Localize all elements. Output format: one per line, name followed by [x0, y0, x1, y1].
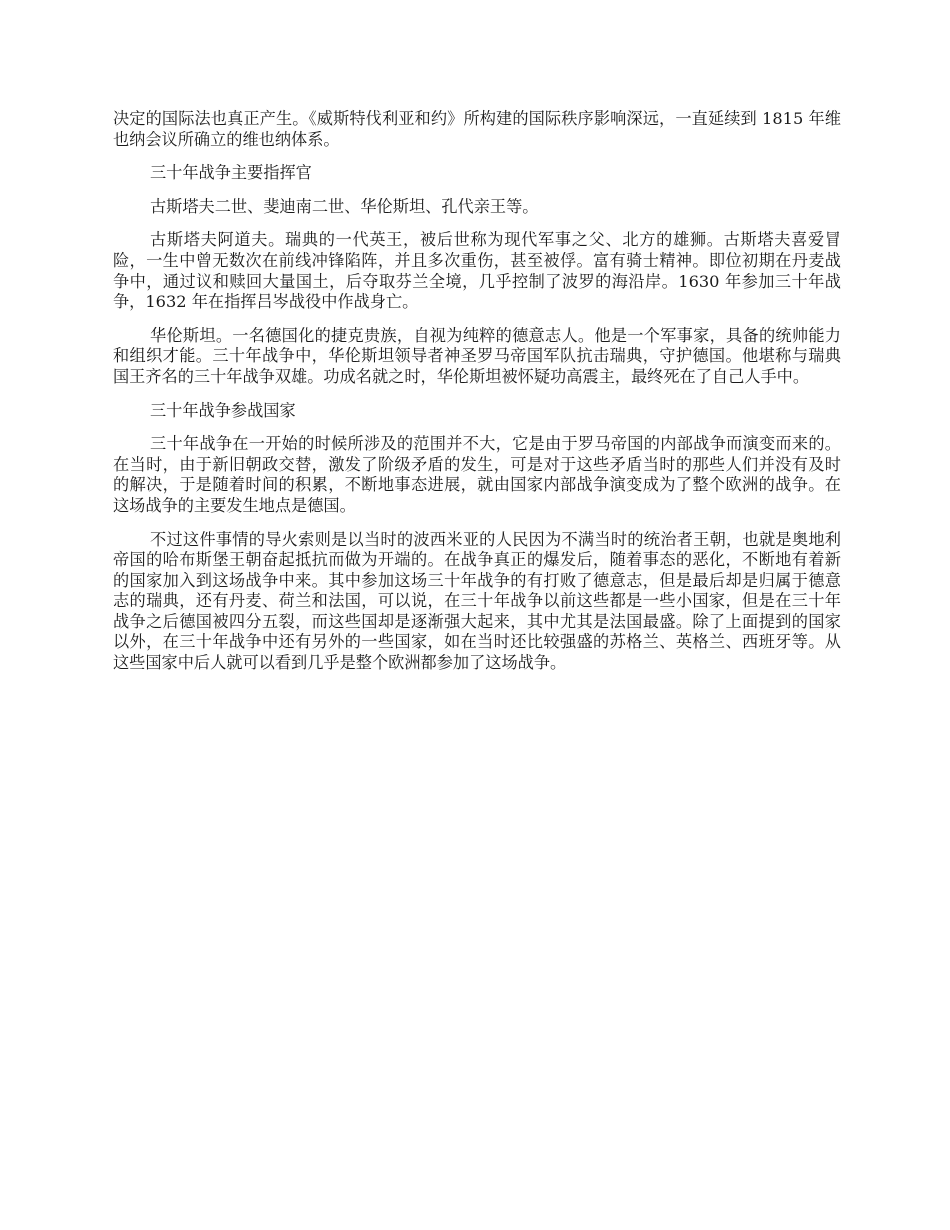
document-page	[113, 109, 841, 687]
paragraph-continuation: 决定的国际法也真正产生。《威斯特伐利亚和约》所构建的国际秩序影响深远，一直延续到 1815 年维也纳会议所确立的维也纳体系。	[113, 109, 841, 149]
heading-participating-countries: 三十年战争参战国家	[150, 400, 296, 420]
paragraph-war-origin: 三十年战争在一开始的时候所涉及的范围并不大，它是由于罗马帝国的内部战争而演变而来的。在当时，由于新旧朝政交替，激发了阶级矛盾的发生，可是对于这些矛盾当时的那些人们并没有及时的解决，于是随着时间的积累，不断地事态进展，就由国家内部战争演变成为了整个欧洲的战争。在这场战争的主要发生地点是德国。	[113, 434, 841, 515]
heading-commanders: 三十年战争主要指挥官	[150, 163, 312, 183]
paragraph-war-participants: 不过这件事情的导火索则是以当时的波西米亚的人民因为不满当时的统治者王朝，也就是奥地利帝国的哈布斯堡王朝奋起抵抗而做为开端的。在战争真正的爆发后，随着事态的恶化，不断地有着新的国家加入到这场战争中来。其中参加这场三十年战争的有打败了德意志，但是最后却是归属于德意志的瑞典，还有丹麦、荷兰和法国，可以说，在三十年战争以前这些都是一些小国家，但是在三十年战争之后德国被四分五裂，而这些国却是逐渐强大起来，其中尤其是法国最盛。除了上面提到的国家以外，在三十年战争中还有另外的一些国家，如在当时还比较强盛的苏格兰、英格兰、西班牙等。从这些国家中后人就可以看到几乎是整个欧洲都参加了这场战争。	[113, 529, 841, 673]
paragraph-wallenstein: 华伦斯坦。一名德国化的捷克贵族，自视为纯粹的德意志人。他是一个军事家，具备的统帅能力和组织才能。三十年战争中，华伦斯坦领导者神圣罗马帝国军队抗击瑞典，守护德国。他堪称与瑞典国王齐名的三十年战争双雄。功成名就之时，华伦斯坦被怀疑功高震主，最终死在了自己人手中。	[113, 325, 841, 386]
paragraph-commander-list: 古斯塔夫二世、斐迪南二世、华伦斯坦、孔代亲王等。	[150, 196, 539, 216]
paragraph-gustavus: 古斯塔夫阿道夫。瑞典的一代英王，被后世称为现代军事之父、北方的雄狮。古斯塔夫喜爱冒险，一生中曾无数次在前线冲锋陷阵，并且多次重伤，甚至被俘。富有骑士精神。即位初期在丹麦战争中，通过议和赎回大量国土，后夺取芬兰全境，几乎控制了波罗的海沿岸。1630 年参加三十年战争，1632 年在指挥吕岑战役中作战身亡。	[113, 230, 841, 312]
